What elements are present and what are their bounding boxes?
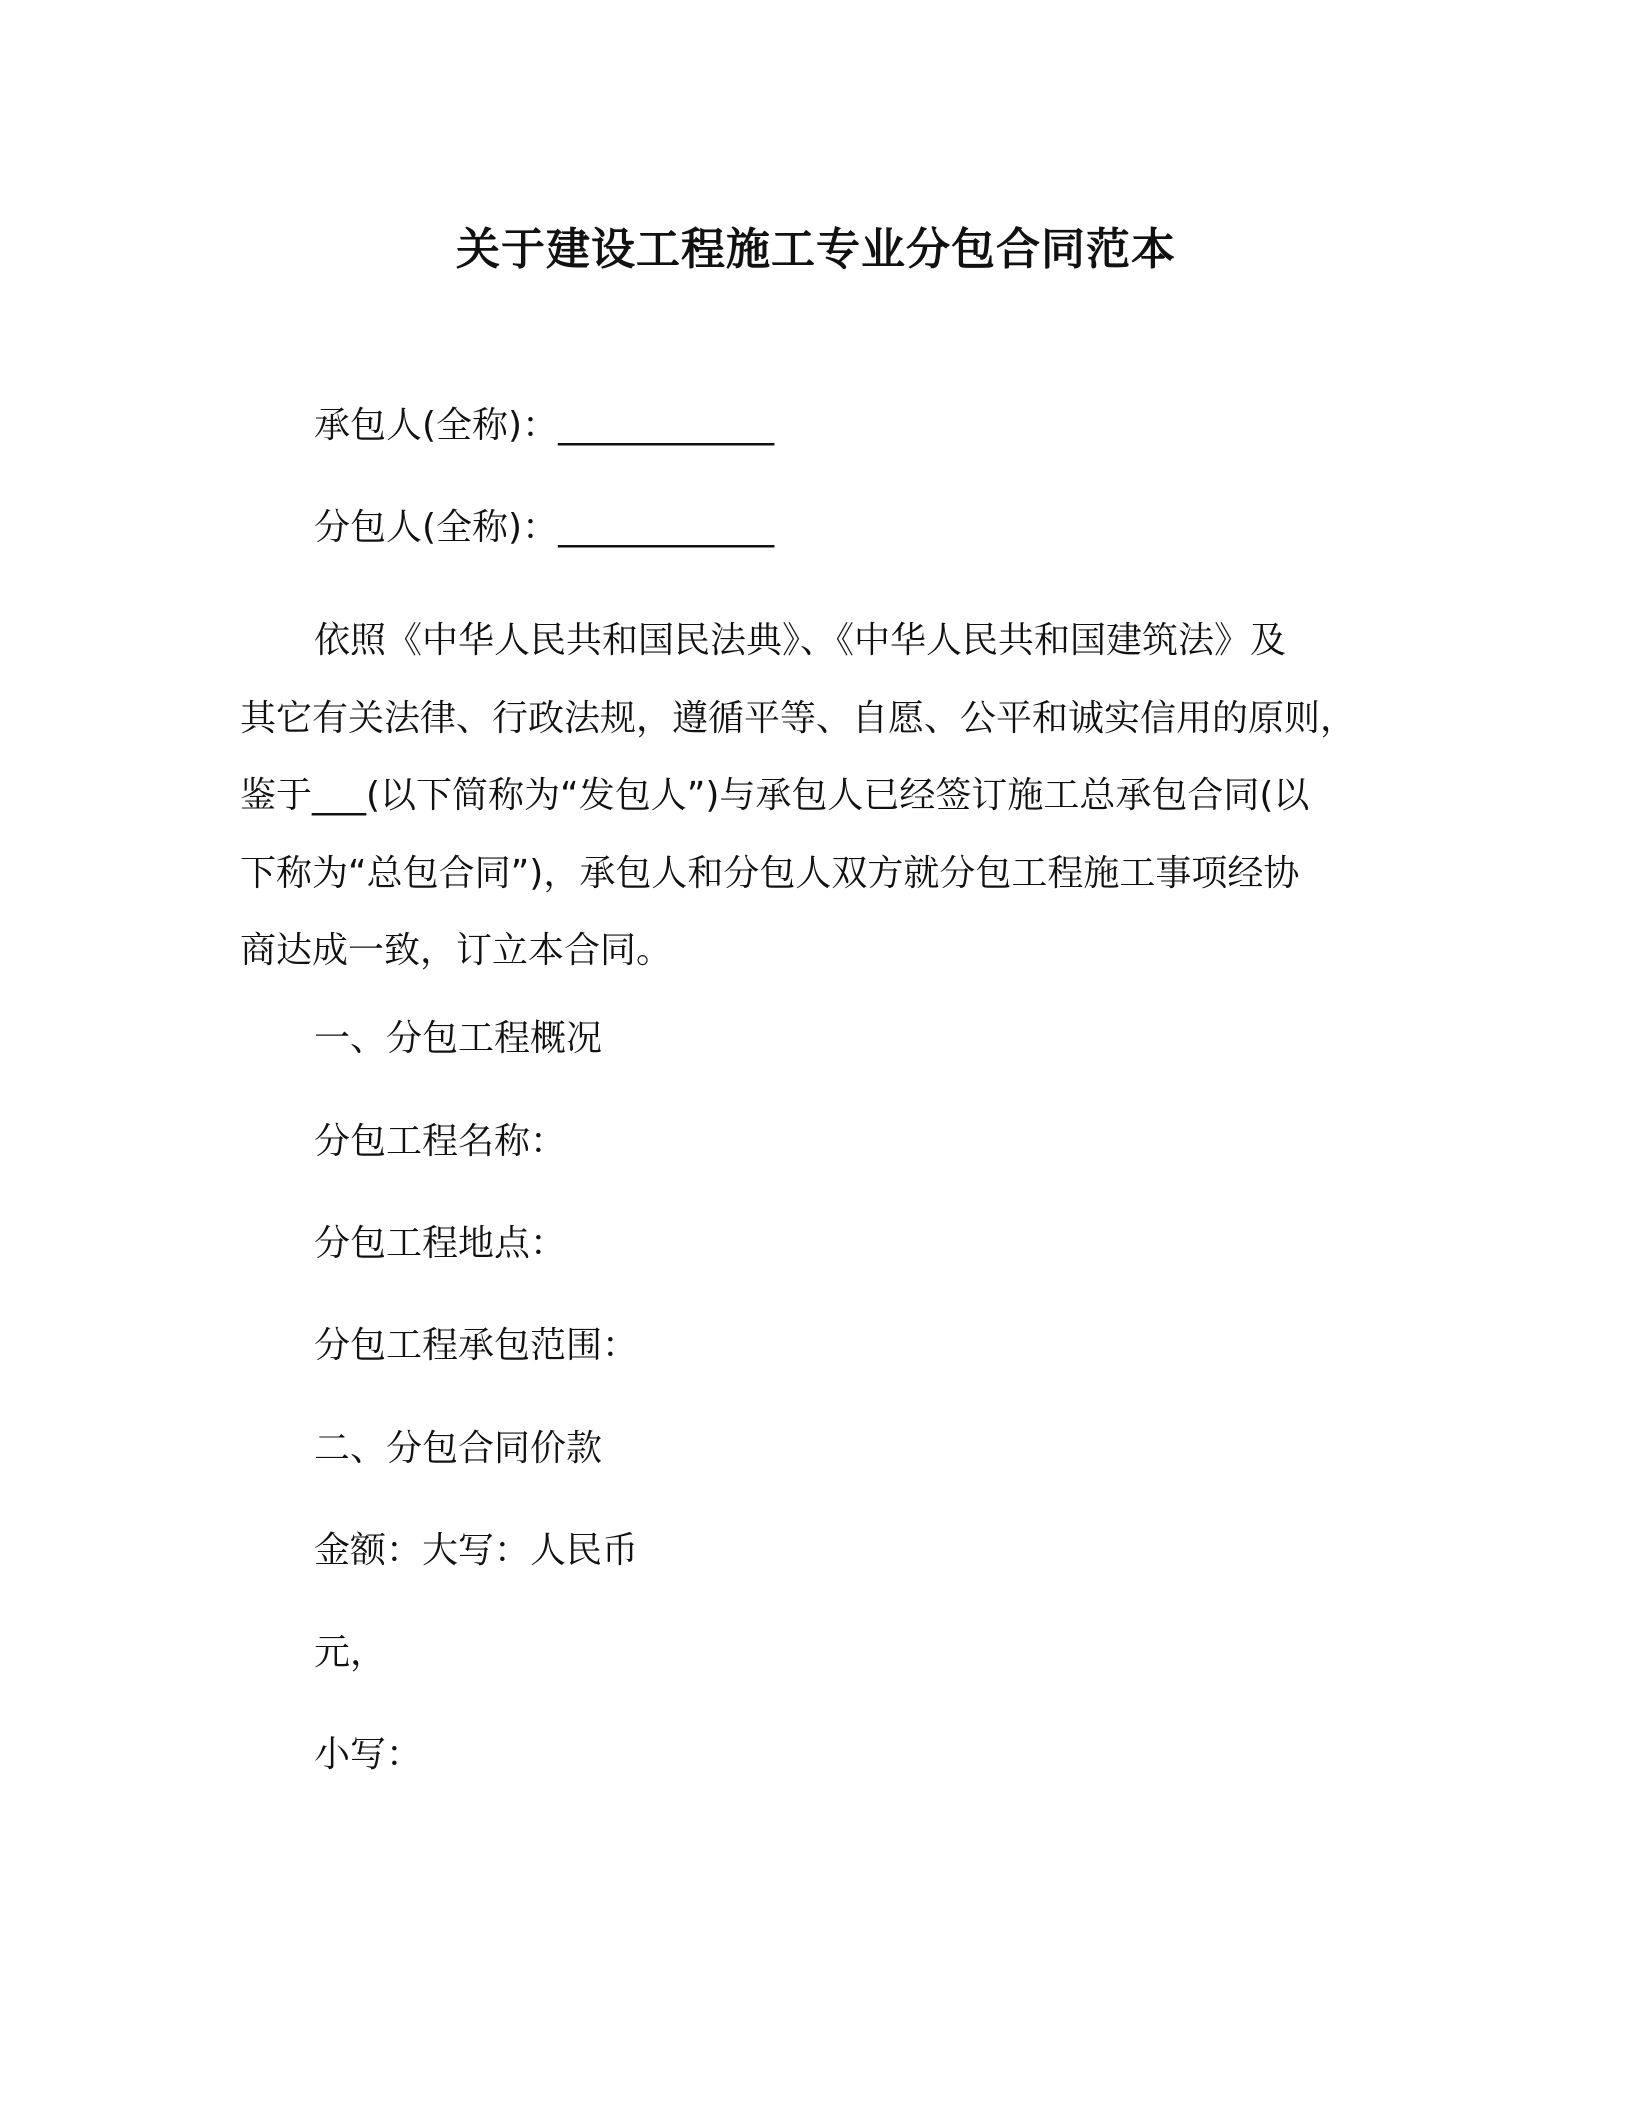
contractor-name-line: 承包人(全称)：____________ bbox=[314, 405, 775, 446]
intro-line: 下称为“总包合同”)，承包人和分包人双方就分包工程施工事项经协 bbox=[240, 852, 1300, 894]
section-2-heading: 二、分包合同价款 bbox=[314, 1428, 603, 1469]
intro-line: 其它有关法律、行政法规，遵循平等、自愿、公平和诚实信用的原则， bbox=[240, 697, 1357, 739]
intro-paragraph bbox=[240, 602, 1400, 990]
subcontractor-name-line: 分包人(全称)：____________ bbox=[314, 507, 775, 548]
project-scope-label: 分包工程承包范围： bbox=[314, 1325, 639, 1366]
intro-line: 依照《中华人民共和国民法典》、《中华人民共和国建筑法》及 bbox=[314, 620, 1287, 661]
intro-line: 鉴于___(以下简称为“发包人”)与承包人已经签订施工总承包合同(以 bbox=[240, 775, 1310, 816]
yuan-label: 元， bbox=[314, 1632, 387, 1673]
section-1-heading: 一、分包工程概况 bbox=[314, 1018, 603, 1059]
amount-lower-label: 小写： bbox=[314, 1734, 423, 1775]
amount-upper-label: 金额：大写：人民币 bbox=[314, 1530, 639, 1571]
project-location-label: 分包工程地点： bbox=[314, 1223, 567, 1264]
intro-line: 商达成一致，订立本合同。 bbox=[240, 930, 673, 971]
document-title: 关于建设工程施工专业分包合同范本 bbox=[456, 224, 1176, 275]
project-name-label: 分包工程名称： bbox=[314, 1121, 567, 1162]
